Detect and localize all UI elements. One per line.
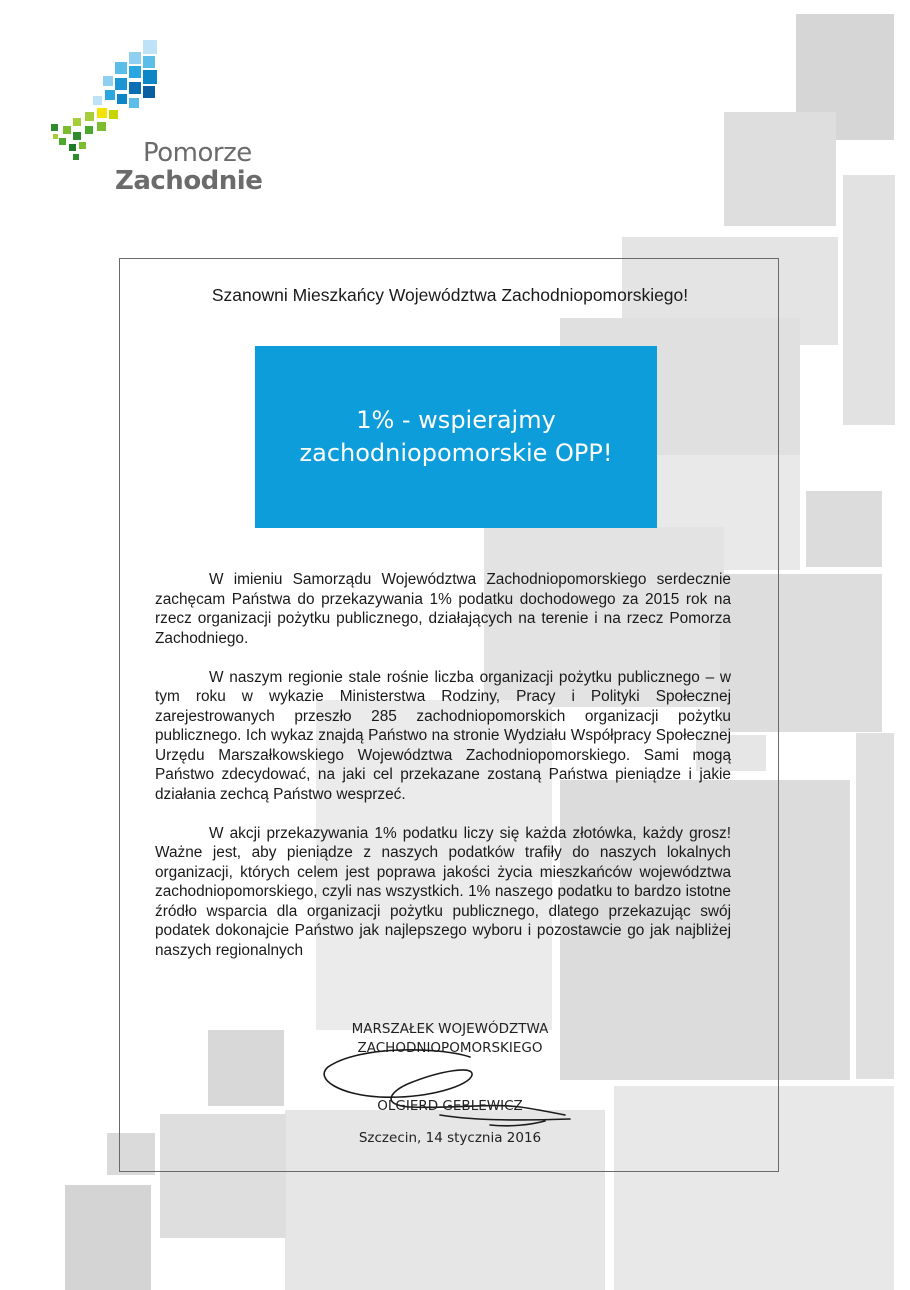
- signature-name: OLGIERD GEBLEWICZ: [377, 1098, 523, 1114]
- bg-square: [843, 175, 895, 425]
- handwritten-signature-icon: [320, 1045, 580, 1135]
- paragraph: W naszym regionie stale rośnie liczba organizacji pożytku publicznego – w tym roku w wykazie Ministerstwa Rodziny, Pracy i Polityki Społecznej zarejestrowanych przeszło 285 zachodniopomorskich organizacji pożytku publicznego. Ich wykaz znajdą Państwo na stronie Wydziału Współpracy Społecznej Urzędu Marszałkowskiego Województwa Zachodniopomorskiego. Sami mogą Państwo zdecydować, na jaki cel przekazane zostaną Państwa pieniądze i jakie działania zechcą Państwo wesprzeć.: [155, 668, 731, 803]
- campaign-banner: [255, 346, 657, 528]
- banner-line1: 1% - wspierajmy: [356, 406, 556, 434]
- paragraph: W imieniu Samorządu Województwa Zachodniopomorskiego serdecznie zachęcam Państwa do przekazywania 1% podatku dochodowego za 2015 rok na rzecz organizacji pożytku publicznego, działających na terenie i na rzecz Pomorza Zachodniego.: [155, 571, 731, 647]
- banner-line2: zachodniopomorskie OPP!: [299, 439, 613, 467]
- logo-text-line2: Zachodnie: [115, 166, 263, 196]
- signature-title-line2: ZACHODNIOPOMORSKIEGO: [357, 1040, 543, 1056]
- bg-square: [856, 733, 894, 1079]
- letter-body: [155, 570, 731, 980]
- bg-square: [65, 1185, 151, 1290]
- signature-place-date: Szczecin, 14 stycznia 2016: [358, 1130, 542, 1146]
- bg-square: [724, 112, 836, 226]
- letter-greeting: Szanowni Mieszkańcy Województwa Zachodniopomorskiego!: [211, 285, 689, 305]
- logo-text-line1: Pomorze: [143, 138, 252, 168]
- bg-square: [806, 491, 882, 567]
- signature-title-line1: MARSZAŁEK WOJEWÓDZTWA: [351, 1021, 549, 1037]
- paragraph: W akcji przekazywania 1% podatku liczy się każda złotówka, każdy grosz! Ważne jest, aby pieniądze z naszych podatków trafiły do naszych lokalnych organizacji, których celem jest poprawa jakości życia mieszkańców województwa zachodniopomorskiego, czyli nas wszystkich. 1% naszego podatku to bardzo istotne źródło wsparcia dla organizacji pożytku publicznego, dlatego przekazując swój podatek dokonajcie Państwo jak najlepszego wyboru i pozostawcie go jak najbliżej naszych regionalnych: [155, 824, 731, 959]
